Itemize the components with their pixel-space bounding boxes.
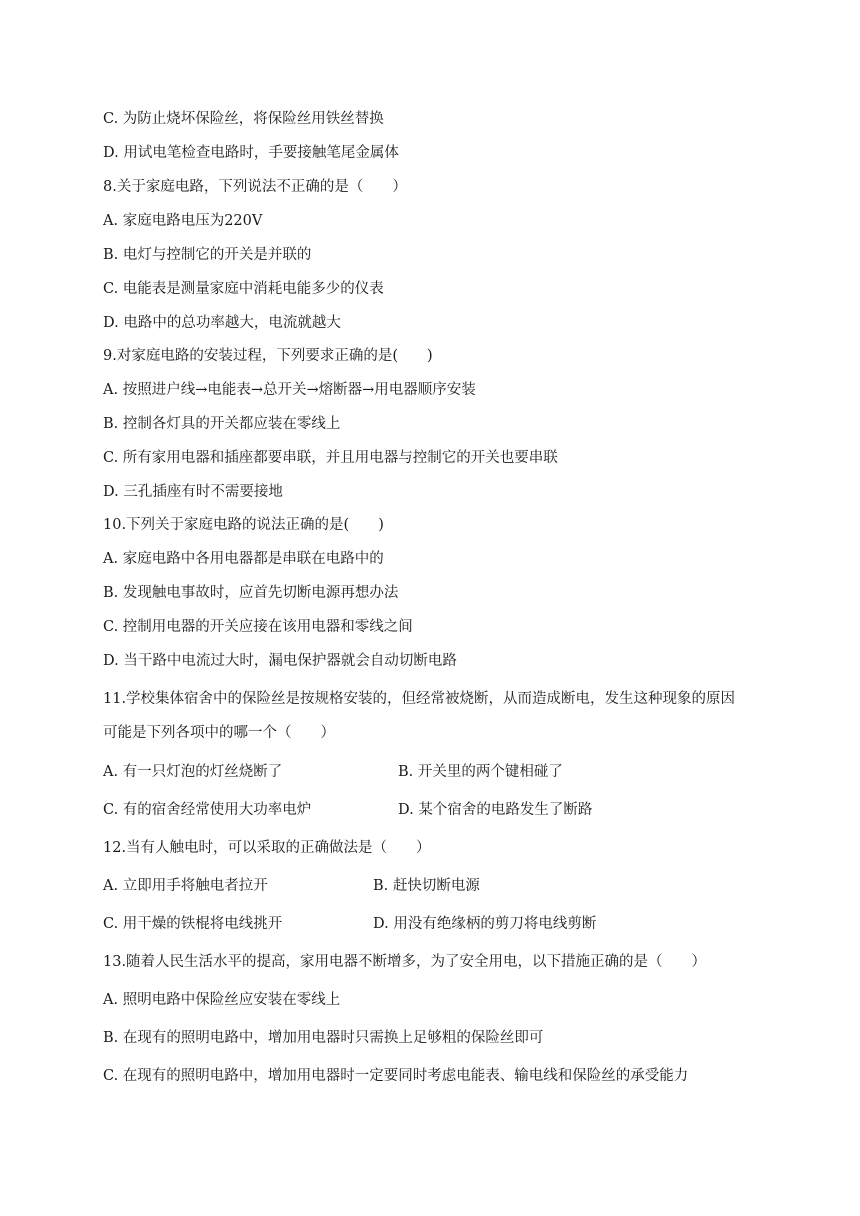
q9-question: 9.对家庭电路的安装过程，下列要求正确的是( ) <box>103 348 433 364</box>
q11-question-line1: 11.学校集体宿舍中的保险丝是按规格安装的，但经常被烧断，从而造成断电，发生这种现象的原因 <box>103 691 736 707</box>
q10-option-a: A. 家庭电路中各用电器都是串联在电路中的 <box>103 551 384 567</box>
q11-option-b: B. 开关里的两个键相碰了 <box>398 764 563 780</box>
q10-question: 10.下列关于家庭电路的说法正确的是( ) <box>103 517 384 533</box>
q7-option-c: C. 为防止烧坏保险丝，将保险丝用铁丝替换 <box>103 111 384 127</box>
q12-option-a: A. 立即用手将触电者拉开 <box>103 878 268 894</box>
q9-option-d: D. 三孔插座有时不需要接地 <box>103 484 283 500</box>
q12-question: 12.当有人触电时，可以采取的正确做法是（ ） <box>103 840 431 856</box>
q12-option-c: C. 用干燥的铁棍将电线挑开 <box>103 916 283 932</box>
q9-option-b: B. 控制各灯具的开关都应装在零线上 <box>103 416 341 432</box>
q13-option-a: A. 照明电路中保险丝应安装在零线上 <box>103 992 341 1008</box>
q7-option-d: D. 用试电笔检查电路时，手要接触笔尾金属体 <box>103 145 399 161</box>
q10-option-b: B. 发现触电事故时，应首先切断电源再想办法 <box>103 585 399 601</box>
q11-option-c: C. 有的宿舍经常使用大功率电炉 <box>103 802 312 818</box>
q9-option-c: C. 所有家用电器和插座都要串联，并且用电器与控制它的开关也要串联 <box>103 450 558 466</box>
q8-option-c: C. 电能表是测量家庭中消耗电能多少的仪表 <box>103 281 384 297</box>
q8-option-a: A. 家庭电路电压为220V <box>103 213 263 229</box>
q12-option-d: D. 用没有绝缘柄的剪刀将电线剪断 <box>373 916 597 932</box>
q10-option-d: D. 当干路中电流过大时，漏电保护器就会自动切断电路 <box>103 653 457 669</box>
q13-option-c: C. 在现有的照明电路中，增加用电器时一定要同时考虑电能表、输电线和保险丝的承受能力 <box>103 1068 689 1084</box>
q9-option-a: A. 按照进户线→电能表→总开关→熔断器→用电器顺序安装 <box>103 382 476 398</box>
q13-question: 13.随着人民生活水平的提高，家用电器不断增多，为了安全用电，以下措施正确的是（ ） <box>103 954 707 970</box>
q8-option-b: B. 电灯与控制它的开关是并联的 <box>103 247 312 263</box>
q11-option-a: A. 有一只灯泡的灯丝烧断了 <box>103 764 283 780</box>
q11-option-d: D. 某个宿舍的电路发生了断路 <box>398 802 593 818</box>
q13-option-b: B. 在现有的照明电路中，增加用电器时只需换上足够粗的保险丝即可 <box>103 1030 544 1046</box>
q11-question-line2: 可能是下列各项中的哪一个（ ） <box>103 725 335 741</box>
q8-option-d: D. 电路中的总功率越大，电流就越大 <box>103 315 341 331</box>
q10-option-c: C. 控制用电器的开关应接在该用电器和零线之间 <box>103 619 413 635</box>
q8-question: 8.关于家庭电路，下列说法不正确的是（ ） <box>103 179 407 195</box>
q12-option-b: B. 赶快切断电源 <box>373 878 480 894</box>
